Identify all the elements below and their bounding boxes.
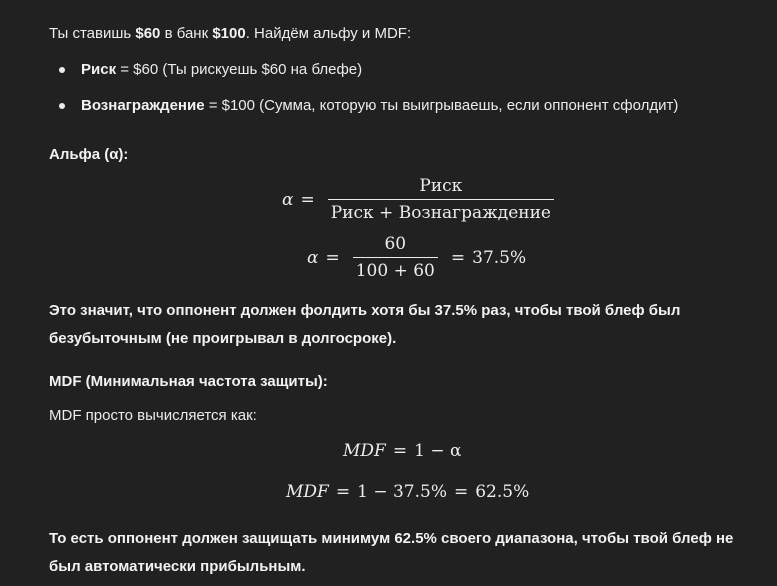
intro-middle: в банк <box>160 25 213 42</box>
mdf-result: 62.5% <box>475 482 530 502</box>
list-item-risk <box>49 56 678 92</box>
bullet-dot-icon <box>59 67 65 73</box>
mdf-heading: MDF (Минимальная частота защиты): <box>49 373 328 390</box>
alpha-meaning-line-2: безубыточным (не проигрывал в долгосроке). <box>49 330 397 347</box>
definitions-list <box>49 56 678 128</box>
equals-sign: = <box>300 189 315 210</box>
list-item-reward <box>49 92 678 128</box>
reward-desc: = $100 (Сумма, которую ты выигрываешь, если оппонент сфолдит) <box>204 97 679 114</box>
equals-sign: = <box>392 441 408 461</box>
mdf-intro: MDF просто вычисляется как: <box>49 407 257 424</box>
fraction-denominator: Риск + Вознаграждение <box>330 203 551 223</box>
mdf-symbol: MDF <box>343 441 386 461</box>
equals-sign: = <box>453 482 469 502</box>
conclusion-line-1: То есть оппонент должен защищать минимум 62.5% своего диапазона, чтобы твой блеф не <box>49 530 734 547</box>
alpha-calculation <box>307 234 526 281</box>
mdf-rhs: 1 − α <box>414 441 462 461</box>
risk-term: Риск <box>81 61 117 78</box>
bullet-dot-icon <box>59 103 65 109</box>
bet-amount: $60 <box>135 25 161 42</box>
risk-desc: = $60 (Ты рискуешь $60 на блефе) <box>116 61 363 78</box>
equals-sign: = <box>335 482 351 502</box>
alpha-symbol: α <box>307 247 319 268</box>
conclusion-line-2: был автоматически прибыльным. <box>49 558 306 575</box>
pot-amount: $100 <box>212 25 246 42</box>
mdf-formula <box>343 441 461 461</box>
alpha-symbol: α <box>282 189 294 210</box>
equals-sign: = <box>450 247 466 268</box>
equals-sign: = <box>325 247 340 268</box>
alpha-formula <box>282 176 560 223</box>
alpha-result: 37.5% <box>472 247 527 268</box>
intro-suffix: . Найдём альфу и MDF: <box>245 25 412 42</box>
intro-paragraph <box>49 20 411 48</box>
fraction-numerator: 60 <box>384 234 407 254</box>
fraction-denominator: 100 + 60 <box>355 261 435 281</box>
alpha-heading: Альфа (α): <box>49 146 129 163</box>
intro-prefix: Ты ставишь <box>49 25 136 42</box>
mdf-rhs: 1 − 37.5% <box>357 482 447 502</box>
alpha-meaning-line-1: Это значит, что оппонент должен фолдить хотя бы 37.5% раз, чтобы твой блеф был <box>49 302 681 319</box>
alpha-value-fraction <box>353 234 438 281</box>
mdf-calculation <box>286 482 529 502</box>
reward-term: Вознаграждение <box>81 97 205 114</box>
mdf-symbol: MDF <box>286 482 329 502</box>
fraction-numerator: Риск <box>419 176 463 196</box>
alpha-fraction <box>328 176 554 223</box>
